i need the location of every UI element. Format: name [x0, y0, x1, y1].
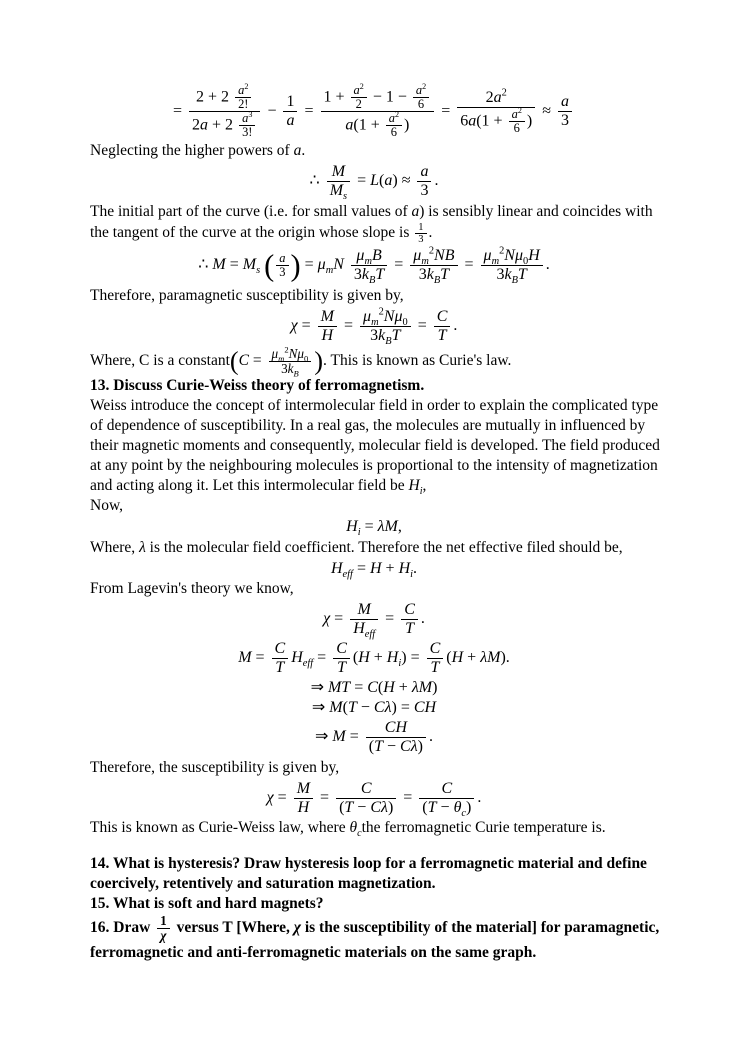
fraction-denominator: T	[430, 659, 440, 677]
math-token: versus T [Where, χ is the susceptibility of the material] for paramagnetic,	[172, 919, 660, 937]
fraction	[401, 601, 418, 638]
fraction-denominator: (T − Cλ)	[339, 798, 394, 816]
fraction	[366, 719, 426, 756]
fraction	[427, 640, 444, 677]
fraction	[336, 780, 396, 817]
fraction	[235, 81, 251, 112]
math-token: ≈	[542, 102, 551, 120]
fraction	[189, 81, 260, 140]
math-token: 2 + 2	[196, 88, 234, 106]
equation-MT: ⇒ MT = C(H + λM)	[310, 679, 438, 697]
fraction-numerator: $a^3$	[239, 112, 255, 126]
equation-chi-heff	[90, 601, 658, 641]
math-token: )	[404, 116, 410, 134]
math-token: χ =	[323, 610, 348, 628]
fraction-denominator: 3	[418, 234, 424, 246]
paragraph-weiss-line-5: and acting along it. Let this intermolecular field be $H_i$,	[90, 476, 427, 497]
fraction	[269, 344, 312, 379]
text-line-therefore-susc: Therefore, the susceptibility is given by,	[90, 758, 340, 776]
fraction-denominator: 6	[390, 125, 397, 140]
equation-M-T-C-lambda: ⇒ M(T − Cλ) = CH	[311, 698, 437, 716]
fraction-numerator: 1	[283, 93, 297, 112]
equation-series-expansion	[90, 81, 658, 140]
math-token: χ =	[290, 317, 315, 335]
math-token: .	[420, 610, 425, 628]
fraction-denominator: T	[275, 659, 285, 677]
fraction-numerator: M	[294, 780, 313, 799]
math-token: =	[390, 256, 408, 274]
math-token: =	[381, 610, 399, 628]
fraction	[321, 81, 435, 140]
fraction-denominator: $3k_BT$	[370, 327, 401, 348]
fraction	[386, 112, 402, 139]
fraction	[360, 306, 411, 348]
fraction-numerator: a	[558, 93, 572, 112]
fraction	[327, 163, 350, 203]
math-token: the tangent of the curve at the origin whose slope is	[90, 224, 414, 242]
equation-M-derivation	[90, 640, 658, 677]
fraction-numerator: $a^2$	[386, 112, 402, 126]
fraction-numerator: M	[327, 163, 350, 182]
math-token: $(H + H_i)$ =	[352, 649, 424, 670]
fraction-numerator: $a^2$	[413, 84, 429, 98]
fraction-denominator: (T − Cλ)	[368, 737, 423, 755]
math-token: ∴ $M = M_s$	[198, 256, 261, 277]
fraction-numerator: $\mu_mB$	[351, 247, 387, 266]
fraction-numerator: C	[434, 308, 451, 327]
question-16-line-1	[90, 914, 658, 943]
math-token: (H + λM).	[446, 649, 510, 667]
math-token: 16. Draw	[90, 919, 155, 937]
fraction-denominator: 3	[560, 112, 569, 130]
fraction-denominator: $3k_B$	[281, 360, 299, 379]
fraction-numerator: C	[401, 601, 418, 620]
fraction	[415, 222, 426, 245]
math-token: =	[399, 788, 417, 806]
fraction-numerator: M	[350, 601, 378, 620]
fraction-numerator: $\mu_m^2N\mu_0$	[269, 347, 312, 362]
math-token: =	[316, 788, 334, 806]
math-token: Where, C is a constant	[90, 351, 230, 369]
paragraph-initial-line-2	[90, 222, 658, 245]
fraction-numerator: a	[417, 163, 431, 182]
math-token: =	[441, 102, 451, 120]
fraction-denominator: χ	[160, 928, 167, 944]
fraction-denominator: a	[286, 112, 295, 130]
fraction	[417, 163, 431, 200]
fraction	[413, 81, 429, 112]
fraction-numerator: $a^2$	[351, 84, 367, 98]
fraction-denominator: 3!	[242, 125, 253, 140]
math-token: .	[428, 224, 433, 242]
math-token: =	[173, 102, 183, 120]
fraction-numerator: C	[336, 780, 396, 799]
paragraph-initial-line-1: The initial part of the curve (i.e. for small values of a) is sensibly linear and coincides with	[90, 203, 653, 221]
math-token: .	[453, 317, 458, 335]
fraction-numerator: a	[276, 252, 288, 266]
fraction-numerator: CH	[366, 719, 426, 738]
fraction-numerator: M	[318, 308, 337, 327]
fraction-denominator: $3k_BT$	[496, 266, 527, 287]
fraction-denominator: H	[297, 798, 310, 816]
fraction	[272, 640, 289, 677]
math-token: −	[267, 102, 277, 120]
text-line-now: Now,	[90, 496, 124, 514]
fraction-denominator: $3k_BT$	[418, 266, 450, 287]
fraction-numerator	[321, 81, 435, 112]
fraction-numerator	[189, 81, 260, 112]
paragraph-weiss-line-3: their magnetic moments and consequently, molecular field is developed. The field produced	[90, 436, 660, 454]
math-token: 1 +	[323, 88, 349, 106]
fraction	[410, 245, 457, 287]
fraction-denominator: 2!	[238, 97, 249, 112]
equation-effective-field: $H_{eff} = H + H_i$.	[330, 559, 418, 580]
fraction-numerator: $a^2$	[235, 84, 251, 98]
text-line-curie-weiss: This is known as Curie-Weiss law, where $\theta_cthe$ ferromagnetic Curie temperature is.	[90, 819, 606, 840]
math-token: = L(a) ≈	[353, 172, 415, 190]
math-token: χ =	[266, 788, 291, 806]
right-paren: )	[314, 346, 324, 376]
fraction-denominator	[189, 112, 260, 139]
fraction-denominator	[457, 105, 535, 135]
math-token: .	[434, 172, 439, 190]
paragraph-weiss-line-2: of dependence of susceptibility. In a real gas, the molecules are mutually in influenced by	[90, 416, 646, 434]
text-line-where-lambda: Where, λ is the molecular field coefficient. Therefore the net effective filed should be,	[90, 538, 623, 556]
fraction-denominator: T	[437, 327, 447, 345]
fraction-numerator: $a^2$	[509, 108, 525, 122]
math-token: 6a(1 +	[460, 111, 507, 129]
fraction	[351, 81, 367, 112]
fraction-denominator: $M_s$	[329, 182, 348, 203]
fraction-numerator: $2a^2$	[457, 89, 535, 108]
math-token: 2a + 2	[192, 116, 238, 134]
text-line-lagevin: From Lagevin's theory we know,	[90, 580, 294, 598]
fraction-denominator: $(T - \theta_c)$	[422, 798, 472, 819]
math-token: $H_{eff}$ =	[291, 649, 331, 670]
question-16-line-2: ferromagnetic and anti-ferromagnetic materials on the same graph.	[90, 944, 537, 962]
fraction-numerator: C	[427, 640, 444, 659]
math-token: .	[428, 727, 433, 745]
math-token: .	[477, 788, 482, 806]
math-token: =	[340, 317, 358, 335]
text-line-therefore-para: Therefore, paramagnetic susceptibility is given by,	[90, 287, 404, 305]
fraction	[318, 308, 337, 345]
fraction-numerator: $\mu_m^2N\mu_0H$	[481, 247, 543, 266]
fraction	[333, 640, 350, 677]
fraction	[419, 780, 474, 817]
fraction-numerator: C	[333, 640, 350, 659]
fraction-denominator: $3k_BT$	[353, 266, 385, 287]
math-token: .	[545, 256, 550, 274]
fraction	[276, 252, 288, 279]
math-token: C =	[238, 351, 266, 369]
fraction	[350, 601, 378, 641]
fraction-numerator: 1	[415, 222, 426, 234]
fraction	[294, 780, 313, 817]
fraction	[434, 308, 451, 345]
math-token: M =	[238, 649, 269, 667]
math-token: )	[526, 111, 533, 129]
fraction-denominator: T	[405, 620, 414, 638]
fraction-numerator: $\mu_m^2N\mu_0$	[360, 308, 411, 327]
question-15: 15. What is soft and hard magnets?	[90, 895, 324, 913]
paragraph-weiss-line-4: at any point by the neighbouring molecules is proportional to the intensity of magnetization	[90, 456, 658, 474]
equation-curie-weiss-law	[90, 780, 658, 817]
math-token: − 1 −	[368, 88, 411, 106]
fraction	[509, 105, 525, 135]
text-line-curie-constant	[90, 344, 658, 379]
right-paren: )	[290, 248, 301, 283]
fraction-numerator: C	[419, 780, 474, 799]
math-token: ∴	[309, 172, 324, 190]
fraction	[157, 914, 170, 943]
text-line-neglect: Neglecting the higher powers of a.	[90, 142, 306, 160]
math-token: . This is known as Curie's law.	[323, 351, 512, 369]
left-paren: (	[264, 248, 275, 283]
fraction-denominator	[321, 112, 435, 139]
fraction-numerator: $\mu_m^2NB$	[410, 247, 457, 266]
fraction	[283, 93, 297, 130]
left-paren: (	[229, 346, 239, 376]
equation-magnetization	[90, 245, 658, 287]
equation-intermolecular-field: $H_i = \lambda M$,	[346, 517, 402, 538]
fraction-denominator: 3	[279, 265, 286, 280]
fraction-denominator: $H_{eff}$	[353, 620, 376, 641]
paragraph-weiss-line-1: Weiss introduce the concept of intermolecular field in order to explain the complicated type	[90, 396, 659, 414]
math-token: =	[460, 256, 478, 274]
equation-langevin-approx	[90, 163, 658, 203]
vertical-gap	[90, 838, 658, 854]
fraction-denominator: H	[321, 327, 334, 345]
fraction	[481, 245, 543, 287]
math-token: a(1 +	[345, 116, 384, 134]
fraction-denominator: 6	[513, 120, 520, 135]
question-14-line-2: coercively, retentively and saturation magnetization.	[90, 875, 436, 893]
fraction-numerator: C	[272, 640, 289, 659]
fraction-denominator: 2	[355, 97, 362, 112]
fraction-denominator: 3	[420, 182, 429, 200]
fraction	[457, 89, 535, 135]
equation-M-CH	[90, 719, 658, 756]
math-token: =	[304, 102, 314, 120]
fraction-denominator: T	[337, 659, 346, 677]
fraction	[239, 112, 255, 139]
fraction	[558, 93, 572, 130]
fraction	[351, 247, 387, 287]
fraction-denominator: 6	[417, 97, 425, 112]
math-token: =	[413, 317, 431, 335]
equation-curie-law	[90, 306, 658, 348]
heading-question-13: 13. Discuss Curie-Weiss theory of ferromagnetism.	[90, 376, 425, 394]
math-token: = $\mu_mN$	[300, 256, 344, 277]
question-14-line-1: 14. What is hysteresis? Draw hysteresis loop for a ferromagnetic material and define	[90, 855, 647, 873]
fraction-numerator: 1	[157, 914, 170, 929]
math-token: ⇒ M =	[315, 727, 363, 745]
